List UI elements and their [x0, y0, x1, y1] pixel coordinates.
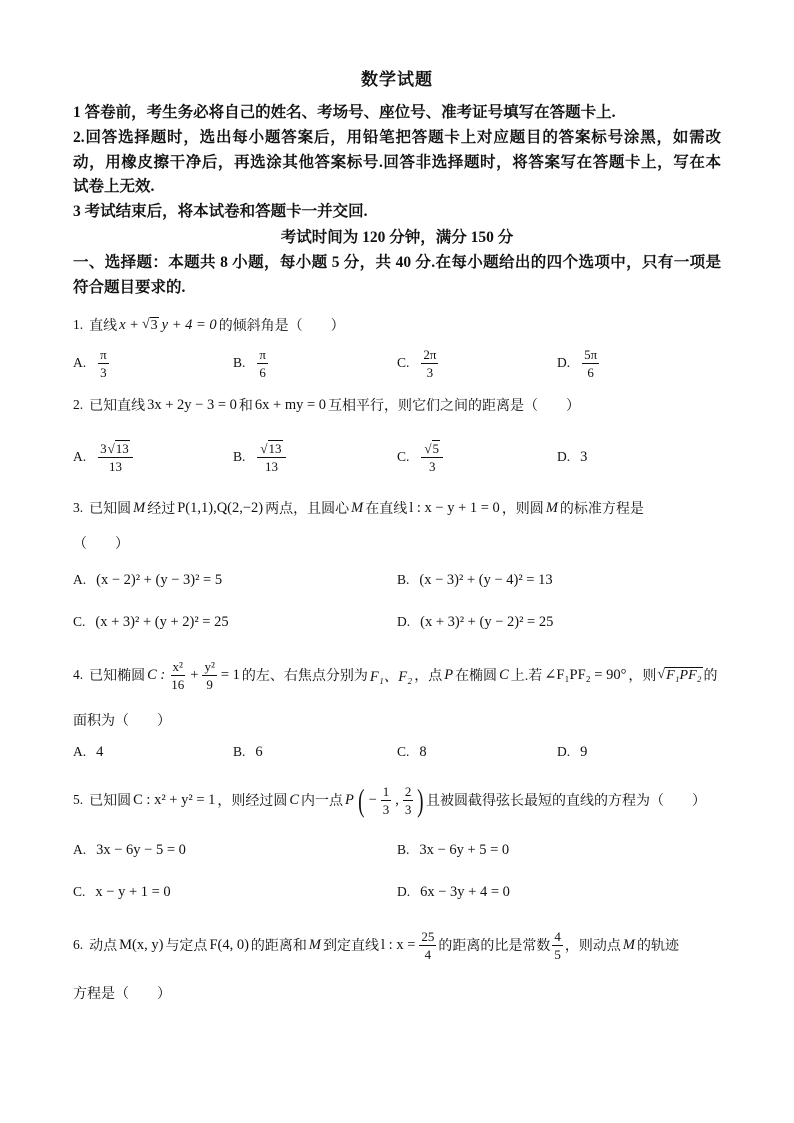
stem-text: 且被圆截得弦长最短的直线的方程为（ ）	[426, 794, 707, 809]
option-expression: x − y + 1 = 0	[95, 883, 171, 900]
radicand: √ 13	[268, 441, 282, 457]
sqrt-expression	[424, 440, 440, 456]
denominator: 3	[426, 364, 434, 380]
radicand: √ 5	[432, 441, 440, 457]
radicand: √ 13	[115, 441, 129, 457]
math-variable: M	[545, 499, 558, 516]
stem-text: 的左、右焦点分别为	[241, 669, 368, 684]
option-label: C.	[397, 449, 410, 464]
denominator: 13	[108, 458, 122, 474]
option-label: D.	[397, 884, 411, 899]
q4-option-a	[73, 732, 103, 772]
q1-option-d	[557, 343, 601, 383]
fraction	[98, 347, 109, 380]
math-operator: −	[368, 791, 377, 808]
question-number: 1.	[73, 317, 84, 332]
stem-text: 经过	[147, 502, 176, 517]
stem-text: 到定直线	[323, 939, 380, 954]
answer-blank: （ ）	[73, 537, 129, 552]
sqrt-expression	[142, 317, 159, 334]
q2-option-d	[557, 437, 587, 477]
q5-option-c	[73, 872, 171, 912]
option-label: C.	[73, 884, 86, 899]
option-label: C.	[397, 355, 410, 370]
math-variable: M	[351, 499, 364, 516]
stem-text: 两点，且圆心	[265, 502, 350, 517]
math-variable: M	[133, 499, 146, 516]
numerator	[98, 440, 133, 458]
math-expression: 6x + my = 0	[254, 396, 327, 413]
stem-text: 互相平行，则它们之间的距离是（ ）	[328, 399, 581, 414]
option-expression: (x + 3)² + (y − 2)² = 25	[420, 613, 554, 630]
stem-text: 的	[703, 669, 718, 684]
sqrt-expression	[108, 440, 130, 456]
q5-option-b	[397, 830, 509, 870]
option-label: D.	[557, 744, 571, 759]
math-expression: C : x² + y² = 1	[133, 791, 216, 808]
option-label: A.	[73, 842, 87, 857]
math-expression: l : x − y + 1 = 0	[409, 499, 500, 516]
q1-option-c	[397, 343, 440, 383]
stem-text: 直线	[89, 319, 118, 334]
option-label: A.	[73, 744, 87, 759]
stem-text: 已知椭圆	[89, 669, 146, 684]
option-label: D.	[557, 355, 571, 370]
q3-option-c	[73, 602, 229, 642]
math-expression: ∠F₁PF₂ = 90°	[544, 666, 627, 683]
question-5-stem	[73, 780, 706, 820]
stem-text: 的倾斜角是（ ）	[218, 319, 345, 334]
math-expression: = 1	[220, 666, 240, 683]
option-label: B.	[233, 449, 246, 464]
left-parenthesis: (	[358, 782, 365, 818]
q4-option-b	[233, 732, 263, 772]
numerator: 4	[554, 928, 561, 944]
denominator: 3	[382, 801, 390, 817]
option-label: A.	[73, 449, 87, 464]
option-label: B.	[397, 842, 410, 857]
fraction	[202, 659, 216, 692]
fraction	[421, 440, 443, 474]
math-expression: 3x + 2y − 3 = 0	[147, 396, 237, 413]
numerator: 2π	[423, 346, 437, 362]
section-heading-line: 符合题目要求的.	[73, 278, 186, 296]
page-title: 数学试题	[361, 70, 433, 89]
radicand: √ F₁PF₂	[666, 667, 702, 683]
option-expression: 3x − 6y − 5 = 0	[96, 841, 186, 858]
question-number: 5.	[73, 792, 84, 807]
option-value: 8	[419, 743, 427, 760]
math-expression: P(1,1),Q(2,−2)	[177, 499, 264, 516]
stem-text: 已知圆	[89, 502, 132, 517]
section-heading	[73, 251, 721, 300]
math-variable: P	[345, 791, 354, 808]
q4-option-d	[557, 732, 587, 772]
math-expression: M(x, y)	[119, 936, 164, 953]
stem-text: 的标准方程是	[559, 502, 644, 517]
math-expression: C :	[147, 666, 166, 683]
q2-option-c	[397, 437, 445, 477]
stem-text: ，则经过圆	[217, 794, 288, 809]
denominator: 3	[428, 458, 436, 474]
numerator: y²	[204, 658, 215, 674]
denominator: 6	[587, 364, 594, 380]
question-number: 2.	[73, 397, 84, 412]
stem-text: 动点	[89, 939, 118, 954]
q3-option-d	[397, 602, 553, 642]
stem-text: 内一点	[301, 794, 344, 809]
question-6-stem	[73, 925, 679, 965]
option-value: 9	[580, 743, 588, 760]
question-3-blank	[73, 523, 129, 563]
q2-option-b	[233, 437, 288, 477]
math-operator: +	[190, 666, 199, 683]
fraction	[419, 929, 436, 962]
option-label: C.	[397, 744, 410, 759]
math-separator: ,	[395, 791, 399, 808]
numerator: x²	[172, 658, 183, 674]
denominator: 3	[404, 801, 412, 817]
instruction-2-line: 试卷上无效.	[73, 178, 155, 195]
question-1-stem	[73, 305, 345, 345]
denominator: 13	[264, 458, 278, 474]
numerator	[421, 440, 443, 458]
q1-option-b	[233, 343, 270, 383]
instruction-2-line: 2.回答选择题时，选出每小题答案后，用铅笔把答题卡上对应题目的答案标号涂黑，如需改	[73, 129, 721, 146]
question-number: 6.	[73, 937, 84, 952]
stem-text: ，则动点	[564, 939, 621, 954]
question-3-stem	[73, 488, 644, 528]
exam-time-info: 考试时间为 120 分钟，满分 150 分	[280, 229, 514, 246]
stem-text: ，则圆	[501, 502, 544, 517]
option-label: A.	[73, 572, 87, 587]
q5-option-a	[73, 830, 186, 870]
radicand: √ 3	[150, 317, 158, 333]
fraction	[582, 347, 599, 380]
stem-text: 已知直线	[89, 399, 146, 414]
stem-text: 的轨迹	[636, 939, 679, 954]
stem-text: 面积为（ ）	[73, 714, 171, 729]
stem-text: ，点	[414, 669, 443, 684]
instruction-2-line: 动，用橡皮擦干净后，再选涂其他答案标号.回答非选择题时，将答案写在答题卡上，写在本	[73, 153, 721, 171]
denominator: 5	[554, 946, 561, 962]
option-label: B.	[233, 355, 246, 370]
numerator: π	[259, 346, 266, 362]
question-number: 3.	[73, 500, 84, 515]
triangle-expression	[657, 667, 702, 684]
q2-option-a	[73, 437, 135, 477]
denominator: 3	[100, 364, 107, 380]
q1-option-a	[73, 343, 111, 383]
math-expression: F₁、F₂	[369, 668, 413, 685]
instruction-2	[73, 126, 721, 200]
option-expression: (x − 2)² + (y − 3)² = 5	[96, 571, 223, 588]
sqrt-expression	[260, 440, 282, 456]
math-variable: M	[308, 936, 322, 953]
q3-option-a	[73, 560, 222, 600]
denominator: 9	[206, 676, 213, 692]
stem-text: 的距离的比是常数	[438, 939, 551, 954]
stem-text: 和	[238, 399, 253, 414]
question-2-stem	[73, 385, 580, 425]
numerator: 5π	[584, 346, 598, 362]
denominator: 6	[259, 364, 266, 380]
section-heading-line: 一、选择题：本题共 8 小题，每小题 5 分，共 40 分.在每小题给出的四个选项中，只有一项是	[73, 254, 721, 271]
question-number: 4.	[73, 667, 84, 682]
option-expression: (x + 3)² + (y + 2)² = 25	[95, 613, 229, 630]
option-label: A.	[73, 355, 87, 370]
math-expression: l : x =	[381, 936, 416, 953]
denominator: 4	[424, 946, 432, 962]
math-variable: P	[444, 666, 454, 683]
fraction	[169, 659, 186, 692]
q5-option-d	[397, 872, 510, 912]
fraction	[98, 440, 133, 474]
fraction	[403, 784, 414, 817]
stem-text: 方程是（ ）	[73, 987, 171, 1002]
option-label: C.	[73, 614, 86, 629]
option-expression: 3x − 6y + 5 = 0	[419, 841, 510, 858]
fraction	[381, 784, 392, 817]
instruction-3: 3 考试结束后，将本试卷和答题卡一并交回.	[73, 203, 368, 220]
math-variable: C	[289, 791, 300, 808]
stem-text: 在椭圆	[455, 669, 498, 684]
numerator: 25	[421, 928, 435, 944]
option-expression: 6x − 3y + 4 = 0	[420, 883, 510, 900]
right-parenthesis: )	[417, 782, 424, 818]
q4-option-c	[397, 732, 427, 772]
stem-text: 已知圆	[89, 794, 132, 809]
math-variable: M	[622, 936, 635, 953]
question-4-stem	[73, 655, 718, 695]
stem-text: 在直线	[365, 502, 408, 517]
math-expression: F(4, 0)	[209, 936, 249, 953]
option-label: D.	[557, 449, 571, 464]
q3-option-b	[397, 560, 553, 600]
coefficient: 3	[100, 440, 107, 456]
fraction	[552, 929, 563, 962]
numerator: 1	[382, 783, 390, 799]
numerator: 2	[404, 783, 412, 799]
instruction-1: 1 答卷前，考生务必将自己的姓名、考场号、座位号、准考证号填写在答题卡上.	[73, 104, 616, 121]
numerator	[257, 440, 285, 458]
option-label: B.	[397, 572, 410, 587]
fraction	[257, 347, 268, 380]
fraction	[421, 347, 438, 380]
stem-text: ，则	[628, 669, 657, 684]
option-value: 3	[580, 448, 588, 465]
question-6-stem-line-2	[73, 973, 171, 1013]
option-label: B.	[233, 744, 246, 759]
option-value: 6	[255, 743, 263, 760]
math-variable: C	[499, 666, 509, 683]
stem-text: 上.若	[510, 669, 543, 684]
stem-text: 与定点	[165, 939, 208, 954]
option-label: D.	[397, 614, 411, 629]
option-value: 4	[96, 743, 104, 760]
math-expression: x +	[119, 316, 139, 333]
option-expression: (x − 3)² + (y − 4)² = 13	[419, 571, 553, 588]
fraction	[257, 440, 285, 474]
denominator: 16	[171, 676, 185, 692]
math-expression: y + 4 = 0	[161, 316, 217, 333]
numerator: π	[100, 346, 107, 362]
stem-text: 的距离和	[250, 939, 307, 954]
